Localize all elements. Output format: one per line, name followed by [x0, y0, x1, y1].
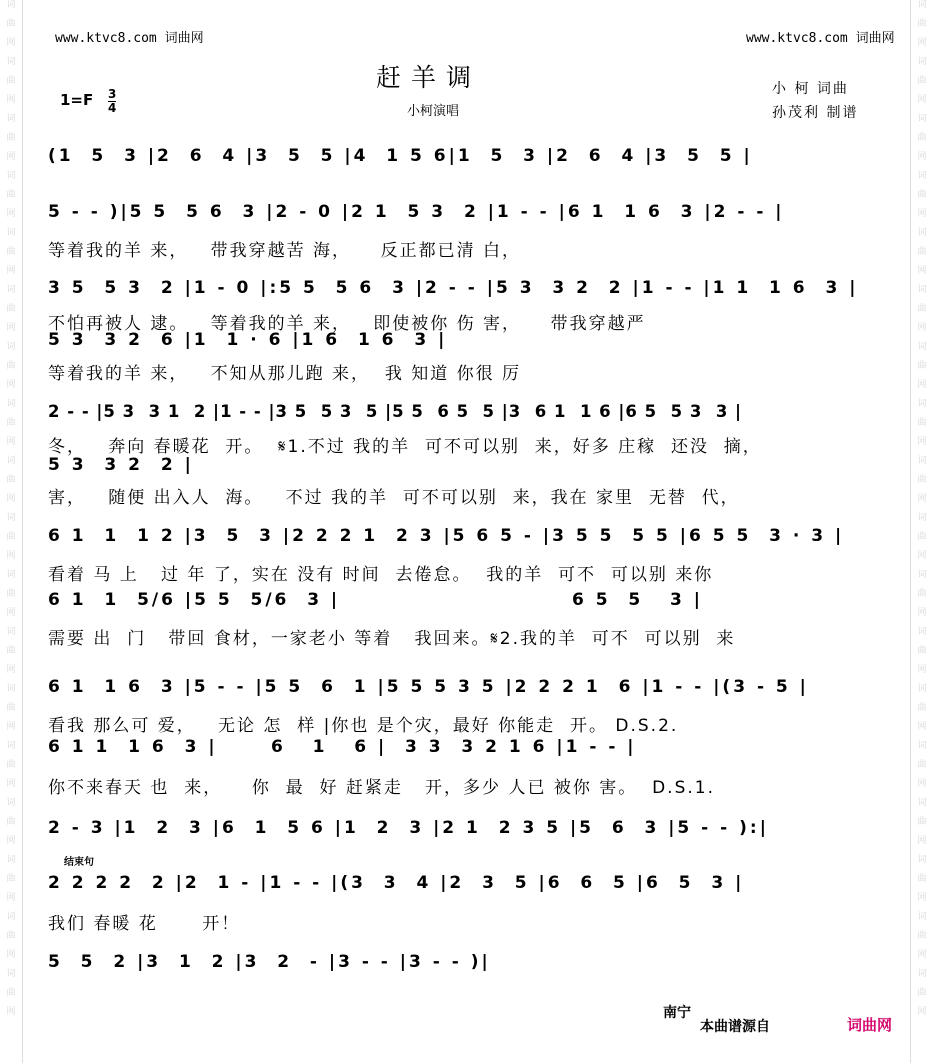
lyric-row: 看着 马 上 过 年 了，实在 没有 时间 去倦怠。 我的羊 可不 可以别 来你 — [48, 565, 714, 585]
left-watermark-strip: 词 曲 网 词 曲 网 词 曲 网 词 曲 网 词 曲 网 词 曲 网 词 曲 网 词 曲 网 词 曲 网 词 曲 网 词 曲 网 词 曲 网 词 曲 网 词 曲 网 词 曲 网 词 曲 网 词 曲 网 词 曲 网 — [0, 0, 23, 1063]
lyric-row: 害， 随便 出入人 海。 不过 我的羊 可不可以别 来，我在 家里 无替 代， — [48, 488, 740, 508]
footer-prefix: 南宁 — [663, 1005, 691, 1021]
notation-row: 5 - - )|5 5 5 6 3 |2 - 0 |2 1 5 3 2 |1 - - |6 1 1 6 3 |2 - - | — [48, 202, 785, 222]
singer-label: 小柯演唱 — [407, 104, 460, 119]
notation-row: 6 1 1 5/6 |5 5 5/6 3 | 6 5 5 3 | — [48, 590, 703, 610]
song-title: 赶羊调 — [376, 63, 482, 92]
footer-logo: 词曲网 — [847, 1016, 893, 1034]
credit-composer: 小 柯 词曲 — [772, 81, 849, 97]
notation-row: 5 3 3 2 6 |1 1 · 6 |1 6 1 6 3 | — [48, 330, 448, 350]
notation-row: 6 1 1 1 6 3 | 6 1 6 | 3 3 3 2 1 6 |1 - - | — [48, 737, 637, 757]
site-url-right: www.ktvc8.com 词曲网 — [746, 31, 895, 46]
time-signature — [108, 88, 116, 115]
lyric-row: 冬， 奔向 春暖花 开。 𝄋1.不过 我的羊 可不可以别 来，好多 庄稼 还没 摘， — [48, 437, 762, 457]
ending-label: 结束句 — [64, 857, 94, 868]
notation-row: 2 - 3 |1 2 3 |6 1 5 6 |1 2 3 |2 1 2 3 5 |5 6 3 |5 - - ):| — [48, 818, 769, 838]
lyric-row: 你不来春天 也 来， 你 最 好 赶紧走 开，多少 人已 被你 害。 D.S.1. — [48, 778, 715, 798]
time-signature-top: 3 — [108, 87, 117, 101]
lyric-row: 等着我的羊 来， 带我穿越苦 海， 反正都已清 白， — [48, 241, 522, 261]
time-signature-bottom: 4 — [108, 101, 117, 115]
lyric-row: 等着我的羊 来， 不知从那儿跑 来， 我 知道 你很 厉 — [48, 364, 522, 384]
notation-row: 6 1 1 6 3 |5 - - |5 5 6 1 |5 5 5 3 5 |2 2 2 1 6 |1 - - |(3 - 5 | — [48, 677, 809, 697]
footer-source: 本曲谱源自 — [700, 1019, 770, 1035]
right-watermark-strip: 词 曲 网 词 曲 网 词 曲 网 词 曲 网 词 曲 网 词 曲 网 词 曲 网 词 曲 网 词 曲 网 词 曲 网 词 曲 网 词 曲 网 词 曲 网 词 曲 网 词 曲 网 词 曲 网 词 曲 网 词 曲 网 — [910, 0, 933, 1063]
lyric-row: 看我 那么可 爱， 无论 怎 样 |你也 是个灾，最好 你能走 开。 D.S.2. — [48, 716, 679, 736]
credit-transcriber: 孙茂利 制谱 — [772, 105, 859, 121]
lyric-row: 需要 出 门 带回 食材，一家老小 等着 我回来。𝄋2.我的羊 可不 可以别 来 — [48, 629, 736, 649]
notation-row: 6 1 1 1 2 |3 5 3 |2 2 2 1 2 3 |5 6 5 - |3 5 5 5 5 |6 5 5 3 · 3 | — [48, 526, 845, 546]
key-signature: 1=F — [60, 91, 94, 109]
notation-row: 2 2 2 2 2 |2 1 - |1 - - |(3 3 4 |2 3 5 |6 6 5 |6 5 3 | — [48, 873, 745, 893]
lyric-row: 不怕再被人 逮。 等着我的羊 来， 即使被你 伤 害， 带我穿越严 — [48, 314, 646, 334]
notation-row: 5 5 2 |3 1 2 |3 2 - |3 - - |3 - - )| — [48, 952, 491, 972]
lyric-row: 我们 春暖 花 开！ — [48, 914, 241, 934]
notation-row: 2 - - |5 3 3 1 2 |1 - - |3 5 5 3 5 |5 5 6 5 5 |3 6 1 1 6 |6 5 5 3 3 | — [48, 402, 743, 421]
notation-row: (1 5 3 |2 6 4 |3 5 5 |4 1 5 6|1 5 3 |2 6 4 |3 5 5 | — [48, 146, 753, 166]
notation-row: 3 5 5 3 2 |1 - 0 |:5 5 5 6 3 |2 - - |5 3 3 2 2 |1 - - |1 1 1 6 3 | — [48, 278, 859, 298]
site-url-left: www.ktvc8.com 词曲网 — [55, 31, 204, 46]
notation-row: 5 3 3 2 2 | — [48, 455, 194, 475]
